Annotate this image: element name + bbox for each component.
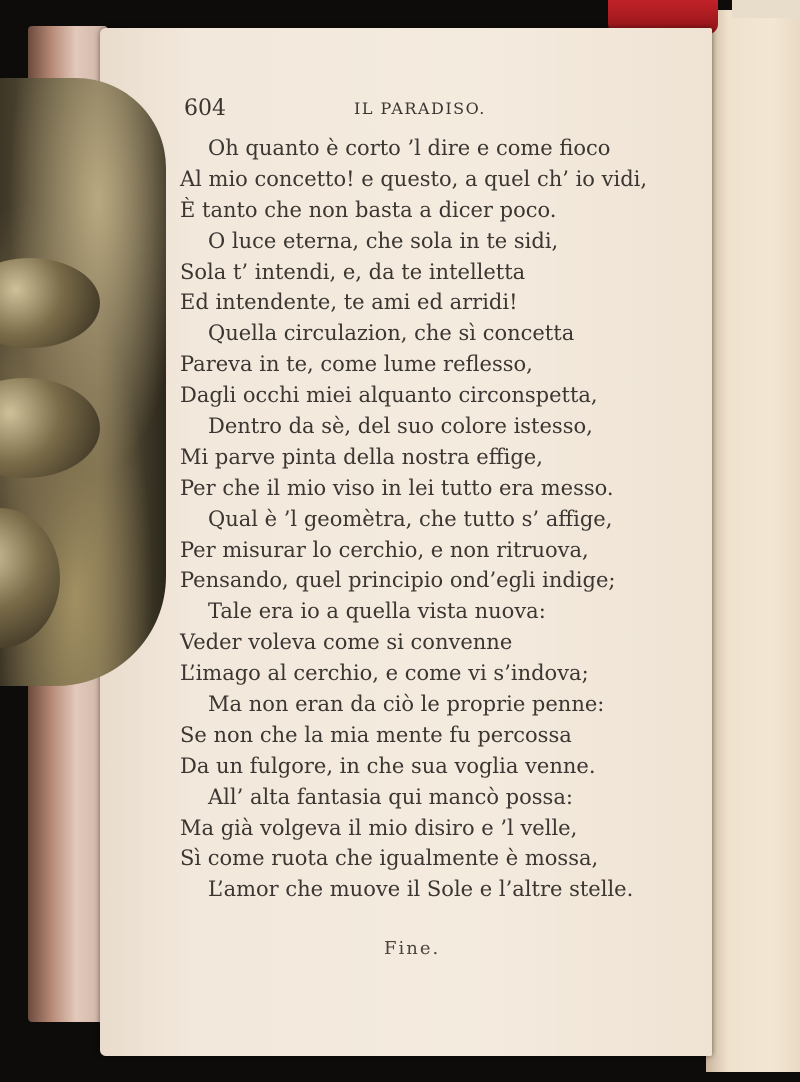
clip-knuckle: [0, 378, 100, 478]
clip-knuckle: [0, 508, 60, 648]
verse-block: [180, 133, 670, 905]
verse-line: Da un fulgore, in che sua voglia venne.: [180, 753, 596, 778]
verse-line: L’amor che muove il Sole e l’altre stelle.: [208, 877, 634, 902]
verse-line: Sì come ruota che igualmente è mossa,: [180, 846, 599, 871]
verse-line: Sola t’ intendi, e, da te intelletta: [180, 259, 526, 284]
verse-line: Mi parve pinta della nostra effige,: [180, 444, 543, 469]
verse-line: Tale era io a quella vista nuova:: [208, 599, 546, 624]
verse-line: Per che il mio viso in lei tutto era messo.: [180, 475, 614, 500]
verse-line: Dentro da sè, del suo colore istesso,: [208, 414, 593, 439]
verse-line: Se non che la mia mente fu percossa: [180, 722, 572, 747]
verse-line: Al mio concetto! e questo, a quel ch’ io vidi,: [180, 166, 648, 191]
verse-line: Qual è ’l geomètra, che tutto s’ affige,: [208, 506, 613, 531]
verse-line: Pensando, quel principio ond’egli indige;: [180, 568, 616, 593]
facing-page: [706, 10, 800, 1072]
running-head: IL PARADISO.: [354, 99, 486, 118]
end-mark: Fine.: [384, 938, 441, 959]
verse-line: L’imago al cerchio, e come vi s’indova;: [180, 661, 589, 686]
verse-line: Ed intendente, te ami ed arridi!: [180, 290, 518, 315]
verse-line: Per misurar lo cerchio, e non ritruova,: [180, 537, 589, 562]
verse-line: Veder voleva come si convenne: [180, 630, 513, 655]
clip-knuckle: [0, 258, 100, 348]
verse-line: Oh quanto è corto ’l dire e come fioco: [208, 136, 611, 160]
verse-line: Ma già volgeva il mio disiro e ’l velle,: [180, 815, 578, 840]
verse-line: O luce eterna, che sola in te sidi,: [208, 228, 559, 253]
page-corner: [732, 0, 800, 18]
verse-line: Quella circulazion, che sì concetta: [208, 321, 575, 346]
brass-clip: [0, 78, 166, 686]
verse-line: Pareva in te, come lume reflesso,: [180, 352, 533, 377]
verse-line: Ma non eran da ciò le proprie penne:: [208, 692, 605, 717]
page-number: 604: [184, 96, 226, 121]
verse-line: È tanto che non basta a dicer poco.: [180, 197, 557, 222]
verse-line: Dagli occhi miei alquanto circonspetta,: [180, 383, 598, 408]
page-header: [184, 96, 654, 126]
verse-line: All’ alta fantasia qui mancò possa:: [208, 784, 573, 809]
